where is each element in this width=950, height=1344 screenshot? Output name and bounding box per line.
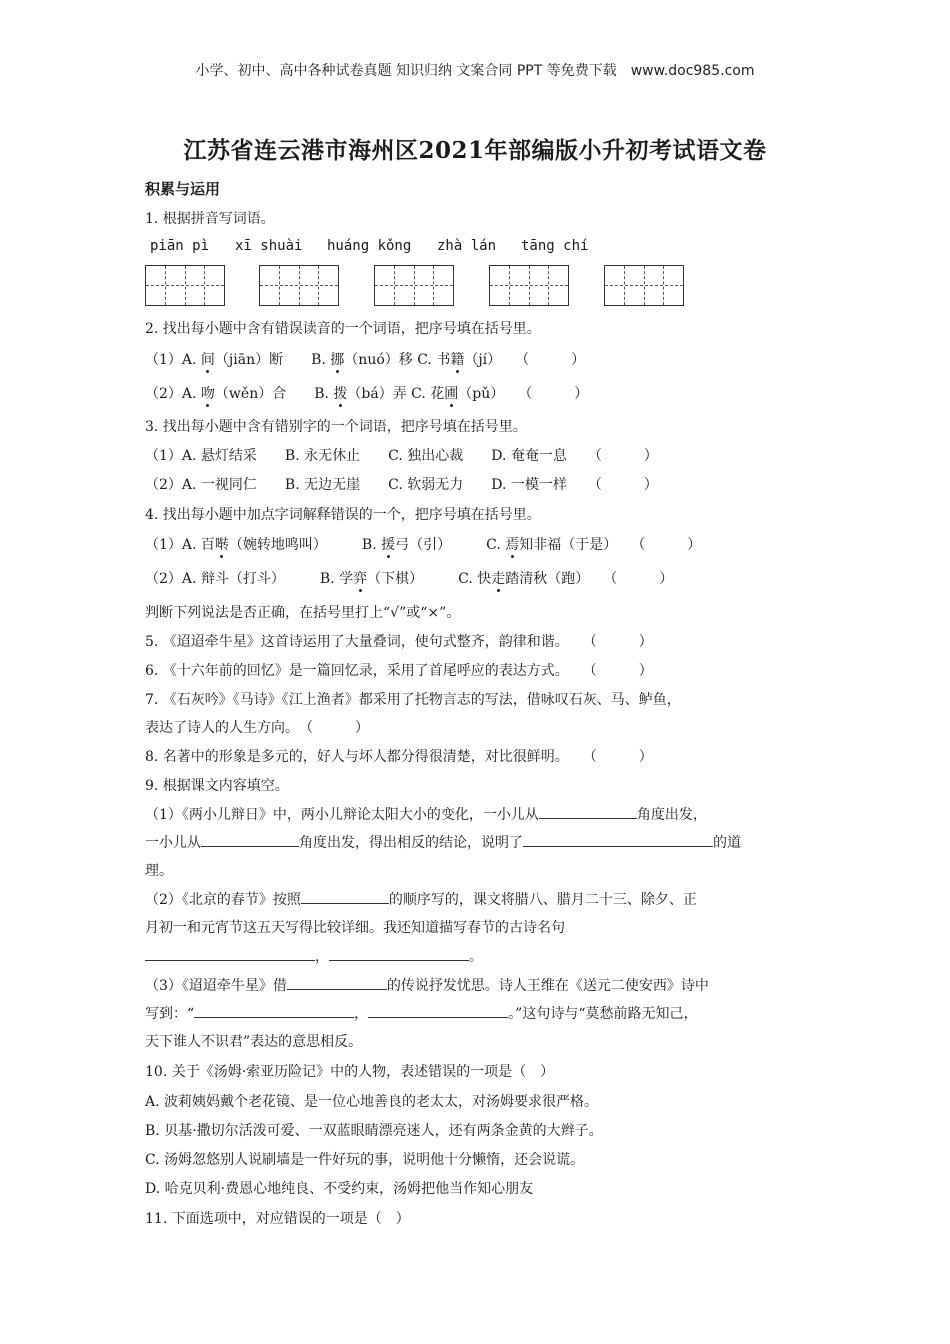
blank-9[interactable] (368, 1003, 508, 1018)
pinyin-3: huáng kǒng (327, 238, 412, 254)
q3-item-1: （1）A. 悬灯结采 B. 永无休止 C. 独出心裁 D. 奄奄一息 （ ） (145, 448, 658, 464)
q3-prompt: 3. 找出每小题中含有错别字的一个词语，把序号填在括号里。 (145, 419, 527, 435)
q9-p1-line-3: 理。 (145, 863, 173, 879)
page-title: 江苏省连云港市海州区2021年部编版小升初考试语文卷 (183, 137, 767, 164)
q11-prompt: 11. 下面选项中，对应错误的一项是（ ） (145, 1211, 410, 1227)
pinyin-4: zhà lán (437, 238, 497, 254)
q10-option-a: A. 波莉姨妈戴个老花镜、是一位心地善良的老太太，对汤姆要求很严格。 (145, 1094, 599, 1110)
q10-prompt: 10. 关于《汤姆·索亚历险记》中的人物，表述错误的一项是（ ） (145, 1064, 555, 1080)
q9-prompt: 9. 根据课文内容填空。 (145, 778, 289, 794)
writing-box-1[interactable] (145, 265, 225, 306)
q9-p2-line-2: 月初一和元宵节这五天写得比较详细。我还知道描写春节的古诗名句 (145, 920, 565, 936)
q2-prompt: 2. 找出每小题中含有错误读音的一个词语，把序号填在括号里。 (145, 321, 541, 337)
blank-6[interactable] (329, 946, 469, 961)
blank-7[interactable] (287, 975, 387, 990)
pinyin-2: xī shuài (235, 238, 303, 254)
q7-line-2: 表达了诗人的人生方向。 （ ） (145, 720, 369, 736)
section-heading: 积累与运用 (145, 180, 221, 198)
q9-p1-line-1: （1）《两小儿辩日》中，两小儿辩论太阳大小的变化，一小儿从 角度出发， (145, 804, 707, 824)
blank-3[interactable] (523, 832, 713, 847)
q2-item-2: （2）A. 吻（wěn）合 B. 拨（bá）弄 C. 花圃（pǔ） （ ） (145, 386, 589, 402)
writing-box-3[interactable] (374, 265, 454, 306)
writing-box-5[interactable] (604, 265, 684, 306)
site-header: 小学、初中、高中各种试卷真题 知识归纳 文案合同 PPT 等免费下载 www.doc985.com (195, 63, 755, 79)
q1-prompt: 1. 根据拼音写词语。 (145, 211, 275, 227)
q6: 6. 《十六年前的回忆》是一篇回忆录，采用了首尾呼应的表达方式。 （ ） (145, 663, 653, 679)
q5: 5. 《迢迢牵牛星》这首诗运用了大量叠词，使句式整齐，韵律和谐。 （ ） (145, 634, 653, 650)
q9-p3-line-2: 写到：“ ， 。”这句诗与“莫愁前路无知己， (145, 1003, 698, 1023)
q7-line-1: 7. 《石灰吟》《马诗》《江上渔者》都采用了托物言志的写法，借咏叹石灰、马、鲈鱼， (145, 692, 681, 708)
q10-option-b: B. 贝基·撒切尔活泼可爱、一双蓝眼睛漂亮迷人，还有两条金黄的大辫子。 (145, 1123, 603, 1139)
q4-item-2: （2）A. 辩斗（打斗） B. 学弈（下棋） C. 快走踏清秋（跑） （ ） (145, 571, 674, 587)
q9-p2-line-1: （2）《北京的春节》按照 的顺序写的，课文将腊八、腊月二十三、除夕、正 (145, 889, 697, 909)
q9-p1-line-2: 一小儿从 角度出发，得出相反的结论，说明了 的道 (145, 832, 741, 852)
q2-item-1: （1）A. 间（jiān）断 B. 挪（nuó）移 C. 书籍（jí） （ ） (145, 352, 586, 368)
blank-8[interactable] (194, 1003, 354, 1018)
q10-option-d: D. 哈克贝利·费恩心地纯良、不受约束，汤姆把他当作知心朋友 (145, 1181, 534, 1197)
q9-p3-line-1: （3）《迢迢牵牛星》借 的传说抒发忧思。诗人王维在《送元二使安西》诗中 (145, 975, 709, 995)
pinyin-1: piān pì (150, 238, 210, 254)
blank-2[interactable] (201, 832, 299, 847)
judge-intro: 判断下列说法是否正确，在括号里打上“√”或“×”。 (145, 605, 461, 621)
q10-option-c: C. 汤姆忽悠别人说刷墙是一件好玩的事，说明他十分懒惰，还会说谎。 (145, 1152, 585, 1168)
q4-item-1: （1）A. 百啭（婉转地鸣叫） B. 援弓（引） C. 焉知非福（于是） （ ） (145, 537, 702, 553)
q9-p2-line-3: ， 。 (145, 946, 483, 966)
pinyin-5: tāng chí (521, 238, 589, 254)
q4-prompt: 4. 找出每小题中加点字词解释错误的一个，把序号填在括号里。 (145, 507, 541, 523)
q8: 8. 名著中的形象是多元的，好人与坏人都分得很清楚，对比很鲜明。 （ ） (145, 749, 653, 765)
blank-5[interactable] (145, 946, 315, 961)
writing-box-4[interactable] (489, 265, 569, 306)
q9-p3-line-3: 天下谁人不识君”表达的意思相反。 (145, 1034, 363, 1050)
writing-box-2[interactable] (259, 265, 339, 306)
blank-4[interactable] (301, 889, 389, 904)
q3-item-2: （2）A. 一视同仁 B. 无边无崖 C. 软弱无力 D. 一模一样 （ ） (145, 477, 658, 493)
blank-1[interactable] (539, 804, 637, 819)
